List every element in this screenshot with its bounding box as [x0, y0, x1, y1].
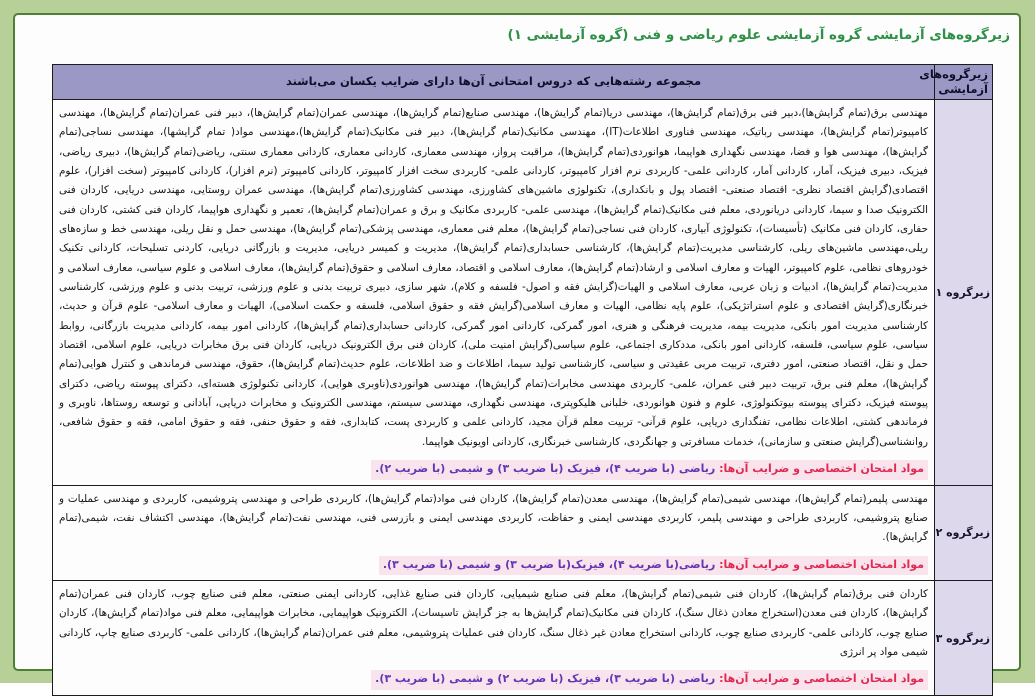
exam-subjects-label: مواد امتحان اختصاصی و ضرایب آن‌ها:: [719, 557, 924, 571]
subgroup-1-label: زیرگروه ۱: [935, 99, 993, 485]
subgroups-table: [52, 64, 993, 696]
table-row-subgroup-2: [53, 485, 993, 581]
exam-coefficients-value: ریاضی (با ضریب ۴)، فیزیک (با ضریب ۳) و شیمی (با ضریب ۲).: [375, 462, 716, 476]
page-title: زیرگروه‌های آزمایشی گروه آزمایشی علوم ریاضی و فنی (گروه آزمایشی ۱): [507, 27, 1010, 43]
subgroup-2-label: زیرگروه ۲: [935, 485, 993, 581]
exam-subjects-label: مواد امتحان اختصاصی و ضرایب آن‌ها:: [719, 462, 924, 476]
table-row-subgroup-1: [53, 99, 993, 485]
exam-highlight-band: [371, 670, 928, 690]
header-majors-column: مجموعه رشته‌هایی که دروس امتحانی آن‌ها دارای ضرایب یکسان می‌باشند: [53, 65, 935, 100]
subgroup-1-majors-cell: [53, 99, 935, 485]
subgroup-2-exam-line: [59, 553, 928, 576]
exam-highlight-band: [379, 556, 928, 576]
subgroup-1-exam-line: [59, 457, 928, 480]
exam-coefficients-value: ریاضی (با ضریب ۳)، فیزیک (با ضریب ۲) و شیمی (با ضریب ۳).: [375, 672, 716, 686]
header-subgroup-column: زیرگروه‌های آزمایشی: [935, 65, 993, 100]
subgroup-1-majors-text: مهندسی برق(تمام گرایش‌ها)،دبیر فنی برق(تمام گرایش‌ها)، مهندسی دریا(تمام گرایش‌ها)، مهندسی صنایع(تمام گرایش‌ها)، مهندسی عمران(تمام گرایش‌ها)، دبیر فنی عمران(تمام گرایش‌ها)، مهندسی کامپیوتر(تمام گرایش‌ها)، مهندسی رباتیک، مهندسی فناوری اطلاعات(IT)، مهندسی مکانیک(تمام گرایش‌ها)، دبیر فنی مکانیک(تمام گرایش‌ها)،مهندسی مواد( تمام گرایشها)، مهندسی نساجی(تمام گرایش‌ها)، مهندسی هوا و فضا، مهندسی نگهداری هواپیما، هوانوردی(تمام گرایش‌ها)، مراقبت پرواز، مهندسی معماری، کاردانی معماری، کاردانی معماری سنتی، ریاضی(تمام گرایش‌ها)، دبیری ریاضی، فیزیک، دبیری فیزیک، آمار، کاردانی آمار، کاردانی علمی- کاربردی نرم افزار کامپیوتر، کاردانی علمی- کاربردی سخت افزار کامپیوتر، کاردانی کامپیوتر (نرم افزار)، کاردانی کامپیوتر (سخت افزار)، علوم اقتصادی(گرایش اقتصاد نظری- اقتصاد صنعتی- اقتصاد پول و بانکداری)، تکنولوژی ماشین‌های کشاورزی، مهندسی کشاورزی(تمام گرایش‌ها)، مهندسی عمران روستایی، مهندسی دریایی، کاردان فنی الکترونیک صدا و سیما، کاردانی دریانوردی، معلم فنی مکانیک(تمام گرایش‌ها)، مهندسی علمی- کاربردی مکانیک و برق و عمران(تمام گرایش‌ها)، تعمیر و نگهداری هواپیما، کاردان فنی کشتی، کاردان فنی حفاری، کاردان فنی مکانیک (تأسیسات)، تکنولوژی آبیاری، کاردان فنی نساجی(تمام گرایش‌ها)، معلم فنی معماری، مهندسی پزشکی(تمام گرایش‌ها)، مهندسی حمل و نقل ریلی، مهندسی خط و سازه‌های ریلی،مهندسی ماشین‌های ریلی، کارشناسی مدیریت(تمام گرایش‌ها)، کارشناسی حسابداری(تمام گرایش‌ها)، مدیریت و کمیسر دریایی، مدیریت و بازرگانی دریایی، کاردنی تسلیحات، کاردانی تکنیک خودروهای نظامی، علوم کامپیوتر، الهیات و معارف اسلامی و ارشاد(تمام گرایش‌ها)، معارف اسلامی و اقتصاد، معارف اسلامی و حقوق(تمام گرایش‌ها)، معارف اسلامی و علوم سیاسی، معارف اسلامی و مدیریت(تمام گرایش‌ها)، ادبیات و زبان عربی، معارف اسلامی و الهیات(گرایش فقه و اصول- فلسفه و کلام)، شهر سازی، دبیری تربیت بدنی و علوم ورزشی، تربیت بدنی و علوم ورزشی، کارشناسی خبرنگاری(گرایش اقتصادی و علوم استراتژیکی)، علوم پایه نظامی، الهیات و معارف اسلامی(گرایش فقه و حقوق اسلامی، فلسفه و حکمت اسلامی)، الهیات و معارف اسلامی- علوم قرآن و حدیث، کارشناسی مدیریت امور بانکی، مدیریت بیمه، مدیریت فرهنگی و هنری، امور گمرکی، کاردانی امور گمرکی، کاردانی حسابداری(تمام گرایش‌ها)، کاردانی امور بیمه، کاردانی مدیریت بازرگانی، روابط سیاسی، علوم سیاسی، فلسفه، کاردانی امور بانکی، مددکاری اجتماعی، علوم سیاسی(گرایش امنیت ملی)، کاردان فنی برق الکترونیک دریایی، کاردان فنی برق مخابرات دریایی، علوم اسلامی، اقتصاد حمل و نقل، اقتصاد صنعتی، امور دفتری، تربیت مربی عقیدتی و سیاسی، کارشناسی تولید سیما، اطلاعات و ضد اطلاعات، علوم حدیث(تمام گرایش‌ها)، حقوق، مهندسی فرماندهی و کنترل هوایی(تمام گرایش‌ها)، معلم فنی برق، تربیت دبیر فنی عمران، علمی- کاربردی مهندسی مخابرات(تمام گرایش‌ها)، مهندسی هوانوردی(ناوبری هوایی)، کاردانی تکنولوژی هسته‌ای، دکترای پیوسته ریاضی، دکترای پیوسته فیزیک، دکترای پیوسته بیوتکنولوژی، علوم و فنون هوانوردی، خلبانی هلیکوپتری، مهندسی نگهداری، مهندسی سیستم، مهندسی الکترونیک و مخابرات دریایی، آبادانی و توسعه روستاها، ناوبری و فرماندهی کشتی، اطلاعات نظامی، تفنگداری دریایی، علوم قرآنی- تربیت معلم قرآن مجید، کاردانی علمی و کاربردی پست، کتابداری، فقه و حقوق حنفی، فقه و حقوق امامی، فقه و حقوق شافعی، روانشناسی(گرایش صنعتی و سازمانی)، خدمات مسافرتی و جهانگردی، کارشناسی خبرنگاری، کاردانی اویونیک هواپیما.: [59, 106, 928, 448]
subgroup-3-majors-cell: [53, 581, 935, 696]
document-page: [13, 13, 1021, 686]
exam-subjects-label: مواد امتحان اختصاصی و ضرایب آن‌ها:: [719, 672, 924, 686]
subgroup-3-exam-line: [59, 667, 928, 690]
exam-coefficients-value: ریاضی(با ضریب ۴)، فیزیک(با ضریب ۳) و شیمی (با ضریب ۳).: [382, 557, 716, 571]
table-header-row: [53, 65, 993, 100]
exam-highlight-band: [371, 460, 928, 480]
subgroup-2-majors-cell: [53, 485, 935, 581]
subgroup-3-majors-text: کاردان فنی برق(تمام گرایش‌ها)، کاردان فنی شیمی(تمام گرایش‌ها)، معلم فنی صنایع شیمیایی، کاردان فنی صنایع غذایی، کاردانی ایمنی صنعتی، معلم فنی صنایع چوب، کاردان فنی عمران(تمام گرایش‌ها)، کاردان فنی معدن(استخراج معادن ذغال سنگ)، کاردان فنی مکانیک(تمام گرایش‌ها به جز گرایش تاسیسات)، الکترونیک هواپیمایی، مخابرات هواپیمایی، معلم فنی مواد(تمام گرایش‌ها)، کاردان صنایع چوب، کاردانی علمی- کاربردی صنایع چوب، کاردانی استخراج معادن غیر ذغال سنگ، کاردان فنی عملیات پتروشیمی، معلم فنی عمران(تمام گرایش‌ها)، کاردانی علمی- کاربردی صنایع چاپ، کاردانی شیمی مواد پر انرژی: [59, 588, 928, 659]
subgroup-3-label: زیرگروه ۳: [935, 581, 993, 696]
table-row-subgroup-3: [53, 581, 993, 696]
subgroup-2-majors-text: مهندسی پلیمر(تمام گرایش‌ها)، مهندسی شیمی(تمام گرایش‌ها)، مهندسی معدن(تمام گرایش‌ها)، کاردان فنی مواد(تمام گرایش‌ها)، کاربردی طراحی و مهندسی پتروشیمی، کاربردی و مهندسی عملیات و صنایع پتروشیمی، کاربردی طراحی و مهندسی پلیمر، کاربردی مهندسی ایمنی و حفاظت، کاربردی مهندسی ایمنی و بازرسی فنی، مهندسی نفت(تمام گرایش‌ها)، مهندسی اکتشاف نفت، شیمی(تمام گرایش‌ها).: [59, 492, 928, 544]
